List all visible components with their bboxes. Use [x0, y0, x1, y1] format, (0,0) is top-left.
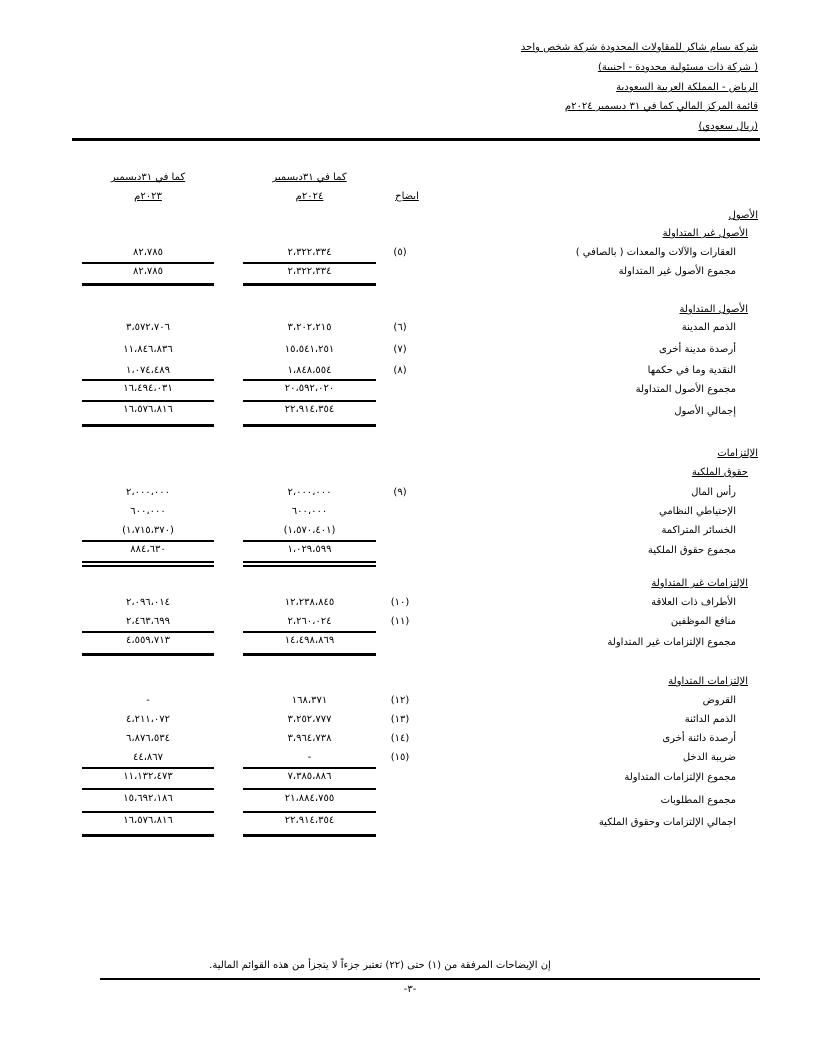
row-label-income-tax: ضريبة الدخل [682, 752, 736, 763]
page-number: -٣- [403, 984, 417, 995]
row-label-related-parties: الأطراف ذات العلاقة [651, 597, 736, 608]
subtotal-line [243, 767, 376, 769]
row-2024-other-credit: ٣،٩٦٤،٧٣٨ [287, 733, 332, 744]
row-2024-loans: ١٦٨،٣٧١ [291, 695, 328, 706]
row-2023-payables: ٤،٢١١،٠٧٢ [125, 714, 171, 725]
subtotal-line [82, 631, 214, 633]
company-location: الرياض - المملكة العربية السعودية [616, 82, 758, 93]
subtotal-line [82, 262, 214, 264]
section-assets: الأصول [728, 210, 758, 221]
row-label-ppe: العقارات والآلات والمعدات ( بالصافي ) [575, 247, 736, 258]
section-current-liabilities: الإلتزامات المتداولة [668, 676, 748, 687]
row-2024-total-noncurrent-liabilities: ١٤،٤٩٨،٨٦٩ [284, 635, 335, 646]
col-2023-line2: ٢٠٢٣م [134, 191, 162, 202]
subtotal-line [243, 811, 376, 813]
total-line [82, 283, 214, 286]
row-label-loans: القروض [702, 695, 736, 706]
subtotal-line [243, 540, 376, 542]
row-2024-total-current-assets: ٢٠،٥٩٢،٠٢٠ [284, 383, 335, 394]
col-note: ايضاح [395, 191, 419, 202]
subtotal-line [82, 788, 214, 790]
row-2023-total-liabilities: ١٥،٦٩٢،١٨٦ [123, 793, 173, 804]
row-note-income-tax: (١٥) [390, 752, 410, 763]
row-2024-capital: ٢،٠٠٠،٠٠٠ [287, 487, 332, 498]
row-2023-total-noncurrent-assets: ٨٢،٧٨٥ [132, 266, 164, 277]
row-2024-cash: ١،٨٤٨،٥٥٤ [287, 365, 332, 376]
section-liabilities: الإلتزامات [717, 448, 758, 459]
row-label-total-liabilities-equity: اجمالي الإلتزامات وحقوق الملكية [598, 817, 736, 828]
row-note-ppe: (٥) [393, 247, 407, 258]
company-type: ( شركة ذات مسئولية محدودة - اجنبية) [598, 62, 758, 73]
currency-label: (ريال سعودي) [698, 121, 758, 132]
row-note-cash: (٨) [393, 365, 407, 376]
subtotal-line [82, 400, 214, 402]
col-2024-line1: كما في ٣١ديسمبر [272, 172, 347, 183]
row-2024-total-current-liabilities: ٧،٣٨٥،٨٨٦ [287, 771, 332, 782]
col-2024-line2: ٢٠٢٤م [295, 191, 324, 202]
row-2024-accumulated-losses: (١،٥٧٠،٤٠١) [283, 525, 336, 536]
row-2023-receivables: ٣،٥٧٢،٧٠٦ [125, 322, 171, 333]
header-rule [72, 138, 760, 141]
row-label-capital: رأس المال [691, 487, 736, 498]
row-label-other-debit: أرصدة مدينة أخرى [658, 344, 736, 355]
subtotal-line [243, 788, 376, 790]
row-2024-ppe: ٢،٣٢٢،٣٣٤ [287, 247, 332, 258]
row-2023-other-debit: ١١،٨٤٦،٨٣٦ [123, 344, 173, 355]
double-line [82, 565, 214, 567]
row-note-employee-benefits: (١١) [390, 616, 410, 627]
subtotal-line [243, 379, 376, 381]
row-note-other-credit: (١٤) [390, 733, 410, 744]
row-2023-capital: ٢،٠٠٠،٠٠٠ [125, 487, 171, 498]
statement-title: قائمة المركز المالي كما في ٣١ ديسمبر ٢٠٢٤م [564, 101, 758, 112]
row-label-total-noncurrent-liabilities: مجموع الإلتزامات غير المتداولة [607, 637, 736, 648]
row-label-total-noncurrent-assets: مجموع الأصول غير المتداولة [618, 266, 736, 277]
section-current-assets: الأصول المتداولة [679, 304, 748, 315]
row-2023-accumulated-losses: (١،٧١٥،٣٧٠) [122, 525, 174, 536]
subtotal-line [243, 631, 376, 633]
footer-note: إن الإيضاحات المرفقة من (١) حتى (٢٢) تعتبر جزءاً لا يتجزأ من هذه القوائم المالية. [209, 960, 551, 971]
section-noncurrent-liabilities: الإلتزامات غير المتداولة [651, 578, 748, 589]
footer-rule [100, 978, 760, 980]
row-label-accumulated-losses: الخسائر المتراكمة [661, 525, 736, 536]
row-label-payables: الذمم الدائنة [684, 714, 736, 725]
row-2023-statutory-reserve: ٦٠٠،٠٠٠ [130, 506, 166, 517]
row-label-other-credit: أرصدة دائنة أخرى [662, 733, 736, 744]
row-2023-total-liabilities-equity: ١٦،٥٧٦،٨١٦ [123, 815, 173, 826]
row-2024-total-equity: ١،٠٢٩،٥٩٩ [287, 544, 332, 555]
total-line [243, 283, 376, 286]
row-2023-ppe: ٨٢،٧٨٥ [132, 247, 164, 258]
row-2023-related-parties: ٢،٠٩٦،٠١٤ [125, 597, 171, 608]
row-note-receivables: (٦) [393, 322, 407, 333]
total-line [243, 424, 376, 427]
row-label-receivables: الذمم المدينة [681, 322, 736, 333]
double-line [243, 565, 376, 567]
total-line [82, 834, 214, 837]
row-label-total-equity: مجموع حقوق الملكية [647, 545, 736, 556]
total-line [82, 653, 214, 656]
double-line [243, 561, 376, 563]
row-2023-total-equity: ٨٨٤،٦٣٠ [130, 544, 166, 555]
row-2024-payables: ٣،٢٥٢،٧٧٧ [287, 714, 332, 725]
row-2023-total-assets: ١٦،٥٧٦،٨١٦ [123, 404, 173, 415]
row-label-statutory-reserve: الإحتياطي النظامي [658, 506, 736, 517]
total-line [243, 834, 376, 837]
row-2024-income-tax: - [307, 752, 312, 763]
row-2024-receivables: ٣،٢٠٢،٢١٥ [287, 322, 332, 333]
row-2024-related-parties: ١٢،٢٣٨،٨٤٥ [284, 597, 335, 608]
subtotal-line [82, 767, 214, 769]
row-2023-employee-benefits: ٢،٤٦٣،٦٩٩ [125, 616, 171, 627]
section-noncurrent-assets: الأصول غير المتداولة [662, 228, 748, 239]
row-label-employee-benefits: منافع الموظفين [670, 616, 736, 627]
row-2024-total-liabilities: ٢١،٨٨٤،٧٥٥ [284, 793, 335, 804]
total-line [82, 424, 214, 427]
row-2023-total-current-liabilities: ١١،١٣٢،٤٧٣ [123, 771, 173, 782]
col-2023-line1: كما في ٣١ديسمبر [110, 172, 186, 183]
row-label-total-liabilities: مجموع المطلوبات [660, 795, 736, 806]
section-equity: حقوق الملكية [691, 467, 748, 478]
subtotal-line [82, 540, 214, 542]
subtotal-line [243, 400, 376, 402]
row-2023-other-credit: ٦،٨٧٦،٥٣٤ [125, 733, 171, 744]
row-2024-total-assets: ٢٢،٩١٤،٣٥٤ [284, 404, 335, 415]
row-2024-statutory-reserve: ٦٠٠،٠٠٠ [291, 506, 328, 517]
row-2023-total-current-assets: ١٦،٤٩٤،٠٣١ [123, 383, 173, 394]
subtotal-line [82, 379, 214, 381]
row-2023-total-noncurrent-liabilities: ٤،٥٥٩،٧١٣ [125, 635, 171, 646]
row-2024-total-liabilities-equity: ٢٢،٩١٤،٣٥٤ [284, 815, 335, 826]
row-2024-total-noncurrent-assets: ٢،٣٢٢،٣٣٤ [287, 266, 332, 277]
row-label-total-assets: إجمالي الأصول [674, 406, 736, 417]
row-label-total-current-assets: مجموع الأصول المتداولة [635, 384, 736, 395]
subtotal-line [243, 262, 376, 264]
total-line [243, 653, 376, 656]
row-note-other-debit: (٧) [393, 344, 407, 355]
row-note-loans: (١٢) [390, 695, 410, 706]
row-note-related-parties: (١٠) [390, 597, 410, 608]
double-line [82, 561, 214, 563]
row-2023-cash: ١،٠٧٤،٤٨٩ [125, 365, 171, 376]
row-2023-loans: - [146, 695, 150, 706]
row-2024-other-debit: ١٥،٥٤١،٢٥١ [284, 344, 335, 355]
row-note-payables: (١٣) [390, 714, 410, 725]
row-label-total-current-liabilities: مجموع الإلتزامات المتداولة [624, 772, 736, 783]
row-note-capital: (٩) [393, 487, 407, 498]
row-2023-income-tax: ٤٤،٨٦٧ [132, 752, 164, 763]
row-label-cash: النقدية وما في حكمها [647, 365, 736, 376]
subtotal-line [82, 811, 214, 813]
company-name: شركة بسام شاكر للمقاولات المحدودة شركة شخص واحد [520, 42, 758, 53]
row-2024-employee-benefits: ٢،٢٦٠،٠٢٤ [287, 616, 332, 627]
